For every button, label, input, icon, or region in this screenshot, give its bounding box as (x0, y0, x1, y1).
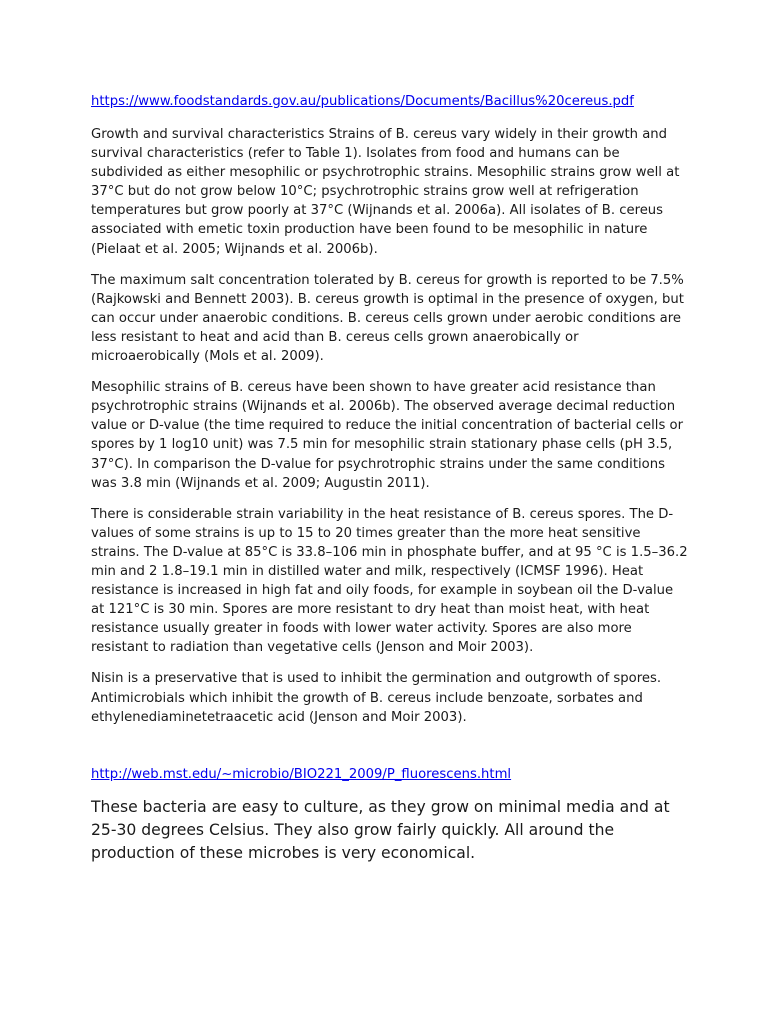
paragraph-acid-resistance: Mesophilic strains of B. cereus have been shown to have greater acid resistance than psychrotrophic strains (Wijnands et al. 2006b). The observed average decimal reduction value or D-value (the time required to reduce the initial concentration of bacterial cells or spores by 1 log10 unit) was 7.5 min for mesophilic strain stationary phase cells (pH 3.5, 37°C). In comparison the D-value for psychrotrophic strains under the same conditions was 3.8 min (Wijnands et al. 2009; Augustin 2011). (91, 380, 684, 491)
mst-edu-link[interactable]: http://web.mst.edu/~microbio/BIO221_2009/P_fluorescens.html (91, 766, 512, 782)
spacer (91, 739, 688, 765)
paragraph-p-fluorescens: These bacteria are easy to culture, as they grow on minimal media and at 25-30 degrees Celsius. They also grow fairly quickly. All around the production of these microbes is very economical. (91, 797, 670, 862)
foodstandards-link[interactable]: https://www.foodstandards.gov.au/publications/Documents/Bacillus%20cereus.pdf (91, 94, 634, 109)
paragraph-nisin: Nisin is a preservative that is used to inhibit the germination and outgrowth of spores. Antimicrobials which inhibit the growth of B. cereus include benzoate, sorbates and ethylenediaminetetraacetic acid (Jenson and Moir 2003). (91, 671, 662, 725)
paragraph-growth-survival: Growth and survival characteristics Strains of B. cereus vary widely in their growth and survival characteristics (refer to Table 1). Isolates from food and humans can be subdivided as either mesophilic or psychrotrophic strains. Mesophilic strains grow well at 37°C but do not grow below 10°C; psychrotrophic strains grow well at refrigeration temperatures but grow poorly at 37°C (Wijnands et al. 2006a). All isolates of B. cereus associated with emetic toxin production have been found to be mesophilic in nature (Pielaat et al. 2005; Wijnands et al. 2006b). (91, 127, 680, 257)
paragraph-salt-concentration: The maximum salt concentration tolerated by B. cereus for growth is reported to be 7.5% (Rajkowski and Bennett 2003). B. cereus growth is optimal in the presence of oxygen, but can occur under anaerobic conditions. B. cereus cells grown under aerobic conditions are less resistant to heat and acid than B. cereus cells grown anaerobically or microaerobically (Mols et al. 2009). (91, 272, 684, 365)
paragraph-heat-resistance: There is considerable strain variability in the heat resistance of B. cereus spores. The D-values of some strains is up to 15 to 20 times greater than the more heat sensitive strains. The D-value at 85°C is 33.8–106 min in phosphate buffer, and at 95 °C is 1.5–36.2 min and 2 1.8–19.1 min in distilled water and milk, respectively (ICMSF 1996). Heat resistance is increased in high fat and oily foods, for example in soybean oil the D-value at 121°C is 30 min. Spores are more resistant to dry heat than moist heat, with heat resistance usually greater in foods with lower water activity. Spores are also more resistant to radiation than vegetative cells (Jenson and Moir 2003). (91, 506, 688, 656)
